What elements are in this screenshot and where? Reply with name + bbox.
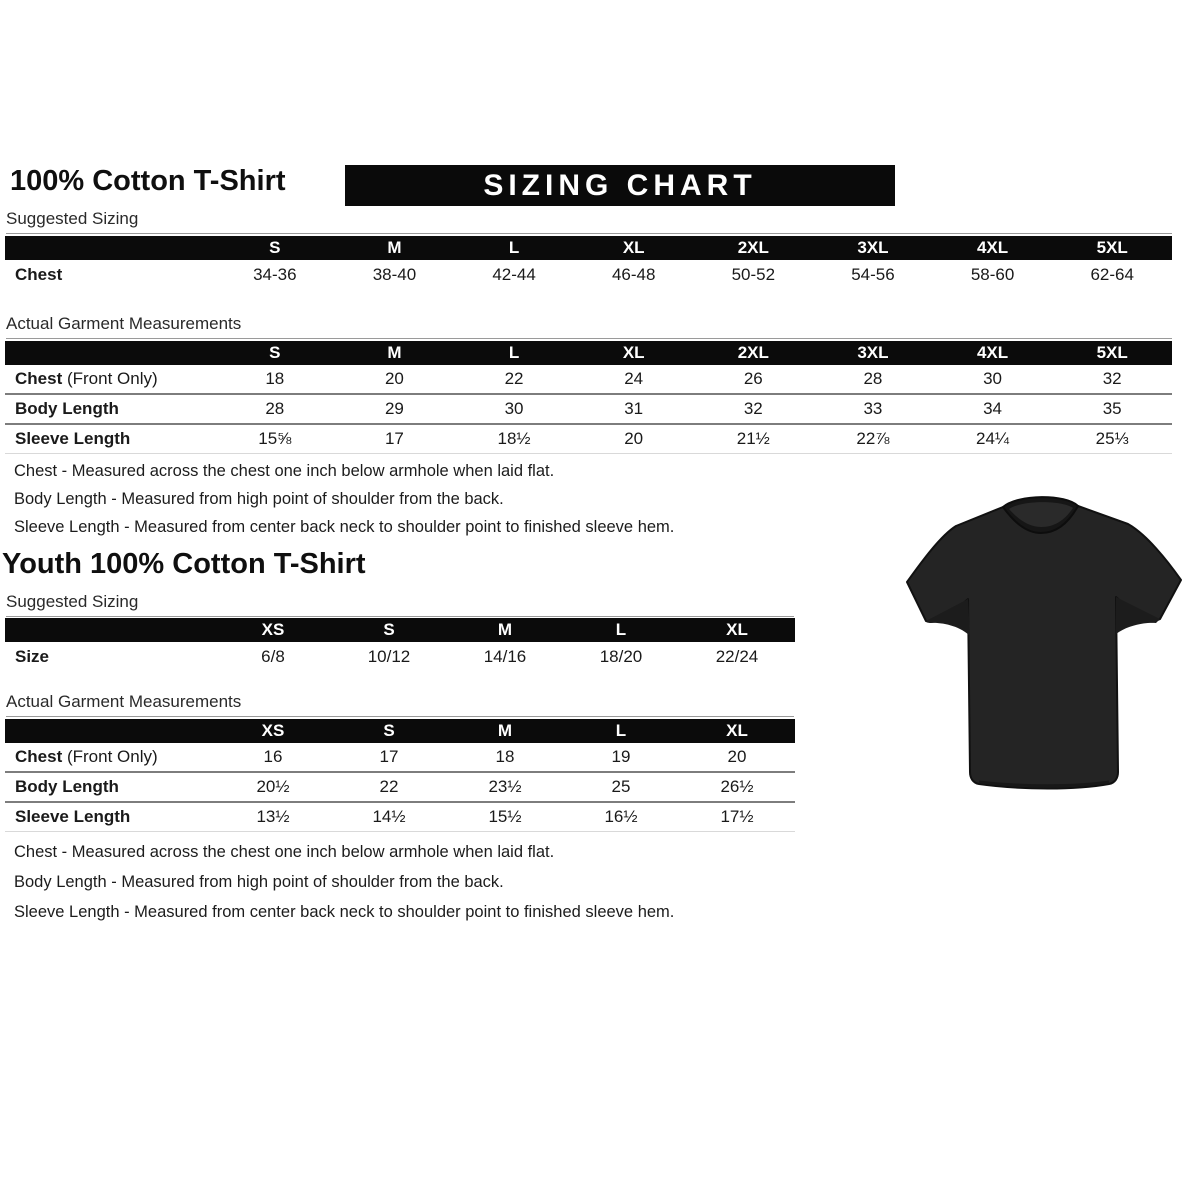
measurement-cell: 18 [265,369,285,388]
youth-measurement-notes [14,843,674,933]
youth-suggested-sizing-label: Suggested Sizing [6,592,794,617]
adult-actual-table [5,341,1172,454]
row-label [5,747,215,767]
size-header-cell: S [269,238,281,257]
measurement-cell: 34 [983,399,1003,418]
size-header-cell: M [387,238,402,257]
measurement-cell: 15⅝ [258,429,292,448]
size-header-cell: 3XL [857,238,889,257]
measurement-cell: 24 [624,369,644,388]
youth-body-length-row [5,773,795,803]
row-label [5,369,215,389]
size-header-cell: XS [261,620,285,639]
youth-actual-measurements-label: Actual Garment Measurements [6,692,794,717]
youth-sleeve-length-row [5,803,795,832]
size-header-cell: L [615,721,627,740]
adult-suggested-table [5,236,1172,290]
size-header-cell: 5XL [1096,343,1128,362]
size-header-cell: 4XL [976,238,1009,257]
sizing-chart-banner: SIZING CHART [345,165,895,206]
note-line: Chest - Measured across the chest one inch below armhole when laid flat. [14,843,555,861]
size-header-cell: S [383,620,395,639]
measurement-cell: 18/20 [599,647,643,666]
measurement-cell: 38-40 [372,265,417,284]
size-header-cell: 5XL [1096,238,1128,257]
youth-actual-header-row [5,719,795,743]
note-line: Sleeve Length - Measured from center back neck to shoulder point to finished sleeve hem. [14,518,675,536]
measurement-cell: 22 [379,777,399,796]
measurement-cell: 26½ [720,777,754,796]
measurement-cell: 35 [1102,399,1122,418]
measurement-cell: 20 [727,747,747,766]
adult-chest-front-row [5,365,1172,395]
measurement-cell: 20 [384,369,404,388]
measurement-cell: 20½ [256,777,290,796]
adult-suggested-sizing-label: Suggested Sizing [6,209,1172,234]
row-label-suffix: (Front Only) [62,369,158,388]
measurement-cell: 22⅞ [856,429,890,448]
measurement-cell: 14/16 [483,647,527,666]
measurement-cell: 26 [743,369,763,388]
measurement-cell: 32 [743,399,763,418]
note-line: Body Length - Measured from high point of shoulder from the back. [14,873,504,891]
measurement-cell: 58-60 [970,265,1015,284]
measurement-cell: 24¼ [976,429,1010,448]
row-label-suffix: (Front Only) [62,747,158,766]
row-label-main: Chest [15,747,63,766]
row-label: Chest [15,265,63,284]
measurement-cell: 17 [384,429,404,448]
measurement-cell: 21½ [736,429,770,448]
size-header-cell: XL [726,721,748,740]
row-label-main: Chest [15,369,63,388]
measurement-cell: 6/8 [261,647,285,666]
measurement-cell: 32 [1102,369,1122,388]
measurement-cell: 17½ [720,807,754,826]
size-header-cell: M [387,343,402,362]
size-header-cell: XL [726,620,748,639]
measurement-cell: 22 [504,369,524,388]
size-header-cell: 2XL [737,343,769,362]
measurement-cell: 33 [863,399,883,418]
tshirt-photo [890,476,1200,818]
measurement-cell: 42-44 [492,265,536,284]
measurement-cell: 34-36 [253,265,297,284]
measurement-cell: 25 [611,777,631,796]
youth-suggested-header-row [5,618,795,642]
youth-suggested-table [5,618,795,672]
size-header-cell: L [615,620,627,639]
row-label: Sleeve Length [15,429,131,448]
note-line: Body Length - Measured from high point of shoulder from the back. [14,490,504,508]
youth-actual-table [5,719,795,832]
measurement-cell: 17 [379,747,399,766]
youth-title: Youth 100% Cotton T-Shirt [2,548,366,580]
size-header-cell: 2XL [737,238,769,257]
adult-title: 100% Cotton T-Shirt [10,165,286,197]
size-header-cell: XL [622,238,645,257]
measurement-cell: 18 [495,747,515,766]
row-label: Body Length [15,399,119,418]
measurement-cell: 22/24 [715,647,759,666]
size-header-cell: S [269,343,281,362]
adult-body-length-row [5,395,1172,425]
note-line: Chest - Measured across the chest one inch below armhole when laid flat. [14,462,555,480]
measurement-cell: 28 [265,399,285,418]
size-header-cell: M [497,721,513,740]
adult-actual-measurements-label: Actual Garment Measurements [6,314,1172,339]
row-label: Size [15,647,50,666]
measurement-cell: 31 [624,399,644,418]
measurement-cell: 28 [863,369,883,388]
measurement-cell: 30 [983,369,1003,388]
measurement-cell: 14½ [372,807,406,826]
measurement-cell: 50-52 [731,265,776,284]
size-header-cell: L [508,238,520,257]
adult-suggested-header-row [5,236,1172,260]
size-header-cell: XS [261,721,285,740]
measurement-cell: 13½ [256,807,290,826]
measurement-cell: 16 [263,747,283,766]
measurement-cell: 16½ [604,807,638,826]
measurement-cell: 62-64 [1090,265,1134,284]
measurement-cell: 30 [504,399,524,418]
row-label: Body Length [15,777,119,796]
adult-chest-row [5,260,1172,290]
size-header-cell: XL [622,343,645,362]
youth-chest-front-row [5,743,795,773]
measurement-cell: 46-48 [611,265,656,284]
measurement-cell: 18½ [497,429,531,448]
measurement-cell: 10/12 [367,647,411,666]
measurement-cell: 23½ [488,777,522,796]
row-label: Sleeve Length [15,807,131,826]
measurement-cell: 54-56 [851,265,895,284]
note-line: Sleeve Length - Measured from center back neck to shoulder point to finished sleeve hem. [14,903,675,921]
adult-sleeve-length-row [5,425,1172,454]
measurement-cell: 25⅓ [1095,429,1129,448]
measurement-cell: 19 [611,747,631,766]
measurement-cell: 15½ [488,807,522,826]
size-header-cell: 4XL [976,343,1009,362]
size-header-cell: 3XL [857,343,889,362]
size-header-cell: M [497,620,513,639]
size-header-cell: L [508,343,520,362]
adult-actual-header-row [5,341,1172,365]
size-header-cell: S [383,721,395,740]
measurement-cell: 29 [384,399,404,418]
measurement-cell: 20 [624,429,644,448]
tshirt-illustration [890,476,1200,818]
youth-size-row [5,642,795,672]
adult-measurement-notes [14,462,674,546]
